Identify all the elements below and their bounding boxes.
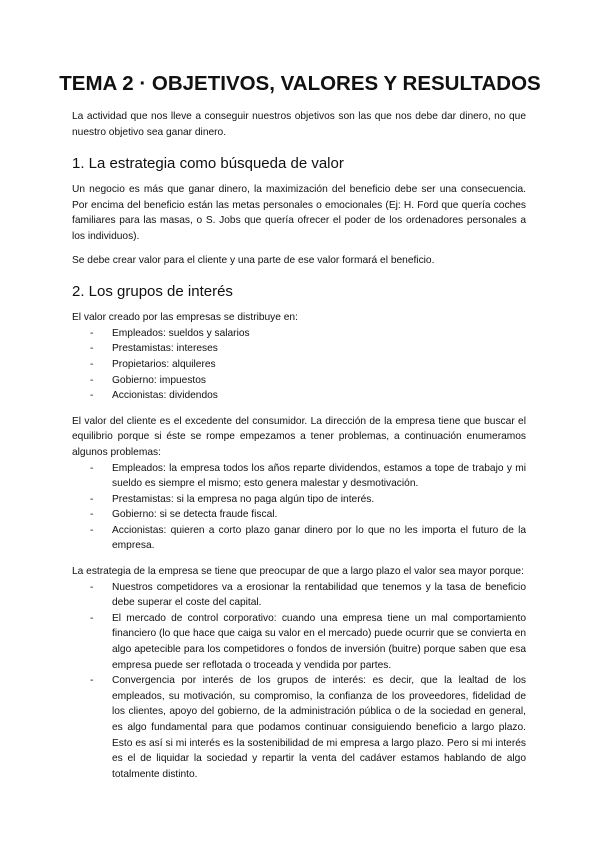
bullet-dash: -	[90, 612, 94, 624]
section-2-heading: 2. Los grupos de interés	[72, 283, 233, 301]
list-item: - Accionistas: dividendos	[72, 388, 526, 404]
bullet-dash: -	[90, 581, 94, 593]
distribution-list	[72, 326, 526, 404]
list-item: - Gobierno: impuestos	[72, 373, 526, 389]
bullet-dash: -	[90, 493, 94, 505]
list-item: - Gobierno: si se detecta fraude fiscal.	[72, 507, 526, 523]
list-item: - Convergencia por interés de los grupos de interés: es decir, que la lealtad de los empleados, su motivación, su compromiso, la confianza de los proveedores, fidelidad de los clientes, apoyo del gobierno, de la administración pública o de la sociedad en general, es algo fundamental para que podamos continuar consiguiendo beneficio a largo plazo. Esto es así si mi interés es la sostenibilidad de mi empresa a largo plazo. Pero si mi interés es el de liquidar la sociedad y repartir la venta del cadáver estamos hablando de algo totalmente distinto.	[90, 675, 526, 780]
document-body	[72, 109, 526, 782]
bullet-dash: -	[90, 462, 94, 474]
section-1-paragraph-1: Un negocio es más que ganar dinero, la maximización del beneficio debe ser una consecuencia. Por encima del beneficio están las metas personales o emocionales (Ej: H. Ford que quería coches familiares para las masas, o S. Jobs que quería ofrecer el poder de los ordenadores personales a los individuos).	[72, 184, 526, 242]
list-item: - Accionistas: quieren a corto plazo ganar dinero por lo que no les importa el futuro de la empresa.	[90, 524, 526, 552]
section-2-paragraph-1: El valor creado por las empresas se distribuye en:	[72, 312, 298, 324]
list-item: - Propietarios: alquileres	[72, 357, 526, 373]
section-1-paragraph-2: Se debe crear valor para el cliente y una parte de ese valor formará el beneficio.	[72, 254, 435, 266]
page-title: TEMA 2 · OBJETIVOS, VALORES Y RESULTADOS	[59, 72, 541, 95]
section-1-heading: 1. La estrategia como búsqueda de valor	[72, 155, 344, 173]
section-2-paragraph-2: El valor del cliente es el excedente del consumidor. La dirección de la empresa tiene que buscar el equilibrio porque si éste se rompe empezamos a tener problemas, a continuación enumeramos algunos problemas:	[72, 415, 526, 458]
long-term-list	[72, 580, 526, 783]
list-item: - Empleados: sueldos y salarios	[72, 326, 526, 342]
bullet-dash: -	[90, 675, 94, 687]
bullet-dash: -	[90, 374, 94, 386]
problems-list	[72, 461, 526, 555]
list-item: - Nuestros competidores va a erosionar la rentabilidad que tenemos y la tasa de beneficio debe superar el coste del capital.	[90, 581, 526, 609]
list-item: - Prestamistas: si la empresa no paga algún tipo de interés.	[72, 492, 526, 508]
bullet-dash: -	[90, 327, 94, 339]
list-item: - Prestamistas: intereses	[72, 341, 526, 357]
bullet-dash: -	[90, 358, 94, 370]
bullet-dash: -	[90, 509, 94, 521]
section-2-paragraph-3: La estrategia de la empresa se tiene que preocupar de que a largo plazo el valor sea mayor porque:	[72, 566, 524, 578]
bullet-dash: -	[90, 343, 94, 355]
list-item: - Empleados: la empresa todos los años reparte dividendos, estamos a tope de trabajo y mi sueldo es siempre el mismo; esto genera malestar y desmotivación.	[90, 462, 526, 490]
list-item: - El mercado de control corporativo: cuando una empresa tiene un mal comportamiento financiero (lo que hace que caiga su valor en el mercado) puede ocurrir que se convierta en algo apetecible para los competidores o fondos de inversión (buitre) porque saben que esa empresa puede ser reflotada o troceada y vendida por partes.	[90, 612, 526, 671]
intro-paragraph: La actividad que nos lleve a conseguir nuestros objetivos son las que nos debe dar dinero, no que nuestro objetivo sea ganar dinero.	[72, 111, 526, 138]
bullet-dash: -	[90, 524, 94, 536]
bullet-dash: -	[90, 390, 94, 402]
